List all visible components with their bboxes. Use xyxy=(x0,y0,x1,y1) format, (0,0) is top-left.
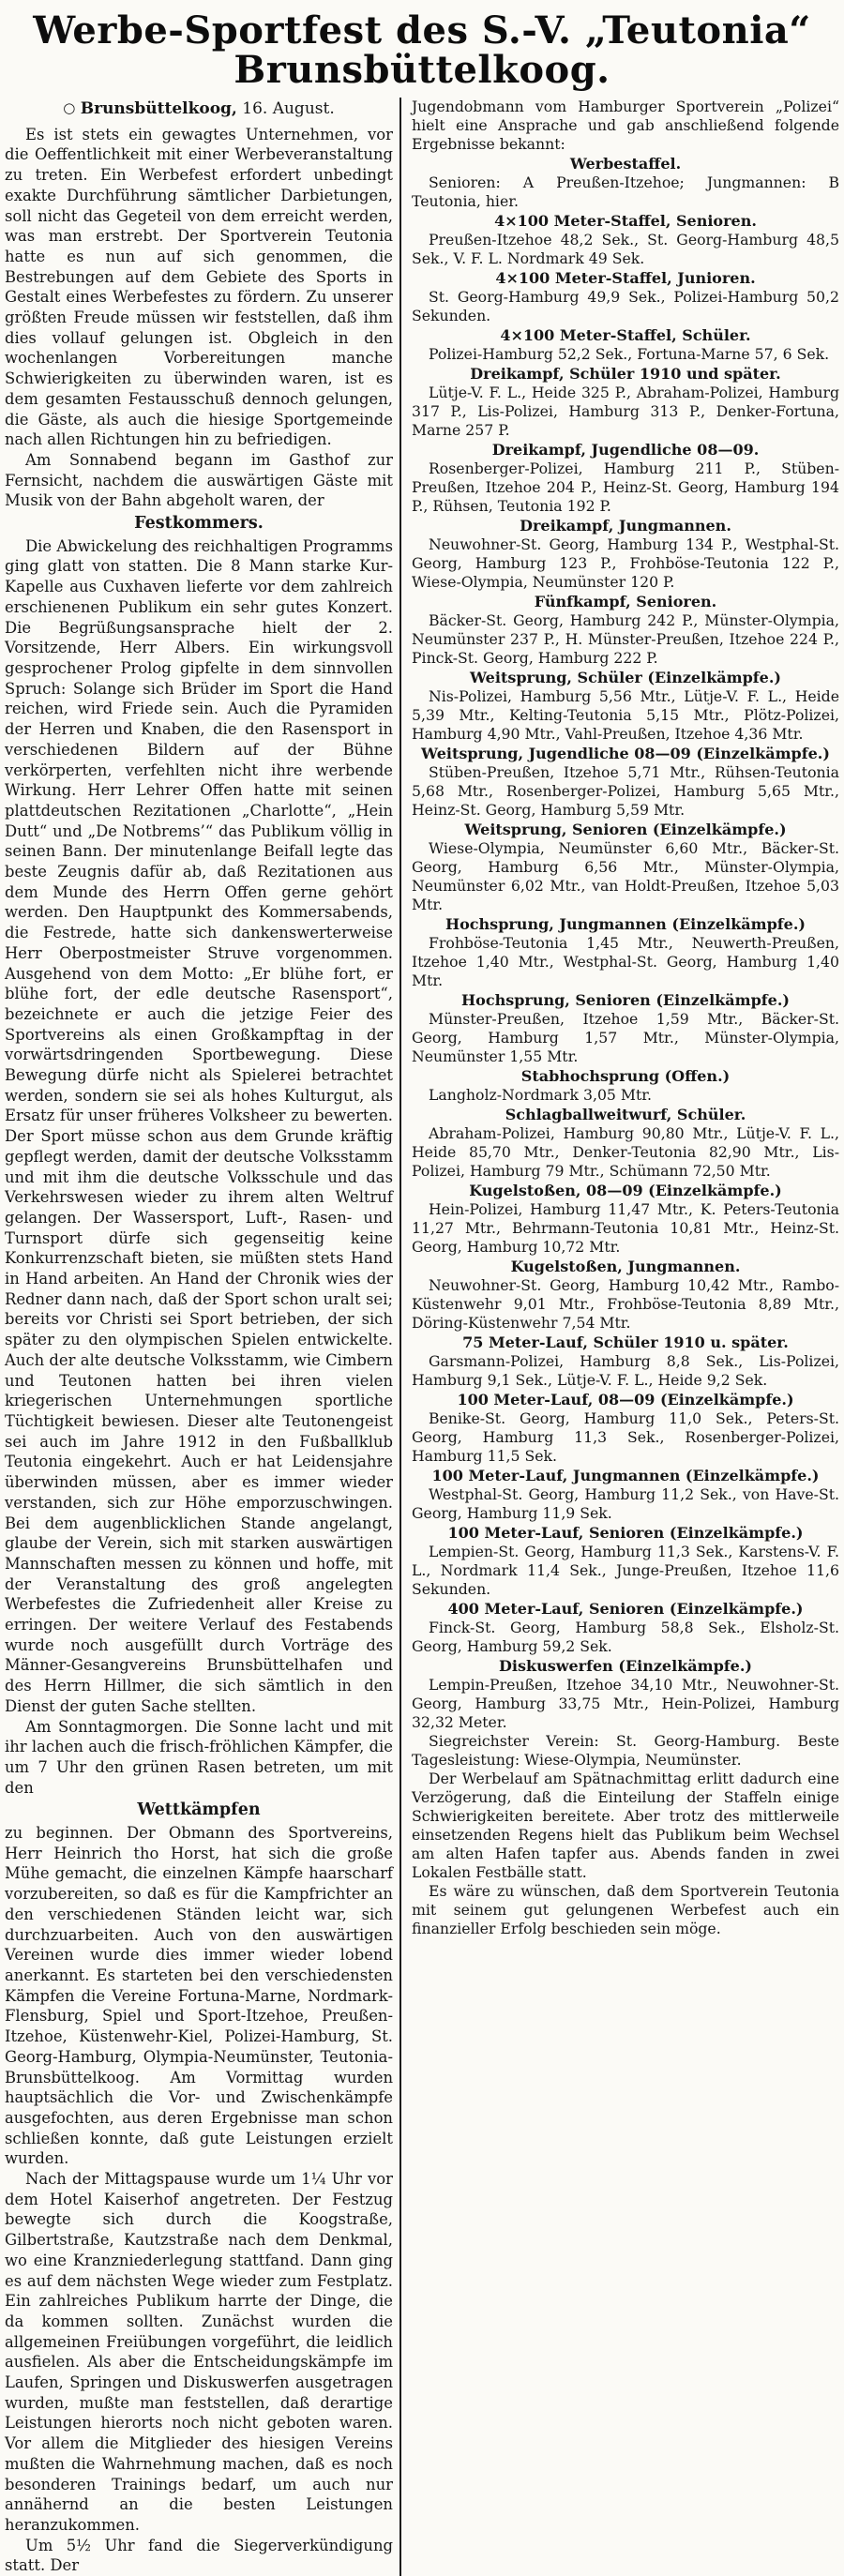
result-body: Benike-St. Georg, Hamburg 11,0 Sek., Peters-St. Georg, Hamburg 11,3 Sek., Rosenberger-Polizei, Hamburg 11,5 Sek. xyxy=(412,1409,839,1465)
closing-paragraph-werbelauf: Der Werbelauf am Spätnachmittag erlitt dadurch eine Verzögerung, daß die Einteilung der Staffeln einige Schwierigkeiten bereitete. Aber trotz des mittlerweile einsetzenden Regens hielt das Publikum beim Wechsel am alten Hafen tapfer aus. Abends fanden in zwei Lokalen Festbälle statt. xyxy=(412,1770,839,1881)
dateline-circle-icon: ○ xyxy=(63,99,76,116)
result-heading: 75 Meter-Lauf, Schüler 1910 u. später. xyxy=(462,1333,789,1351)
article-headline: Werbe-Sportfest des S.-V. „Teutonia“ Brunsbüttelkoog. xyxy=(33,8,811,92)
paragraph-wettkaempfe: zu beginnen. Der Obmann des Sportvereins, Herr Heinrich tho Horst, hat sich die große Mühe gemacht, die einzelnen Kämpfe haarscharf vorzubereiten, so daß es für die Kampfrichter an den verschiedenen Ständen leicht war, sich durchzuarbeiten. Auch von den auswärtigen Vereinen wurde dies immer wieder lobend anerkannt. Es starteten bei den verschiedensten Kämpfen die Vereine Fortuna-Marne, Nordmark-Flensburg, Spiel und Sport-Itzehoe, Preußen-Itzehoe, Küstenwehr-Kiel, Polizei-Hamburg, St. Georg-Hamburg, Olympia-Neumünster, Teutonia-Brunsbüttelkoog. Am Vormittag wurden hauptsächlich die Vor- und Zwischenkämpfe ausgefochten, aus deren Ergebnisse man schon schließen konnte, daß gute Leistungen erzielt wurden. xyxy=(5,1824,393,2168)
result-body: Lütje-V. F. L., Heide 325 P., Abraham-Polizei, Hamburg 317 P., Lis-Polizei, Hamburg 313 P., Denker-Fortuna, Marne 257 P. xyxy=(412,384,839,439)
result-heading: Weitsprung, Jugendliche 08—09 (Einzelkämpfe.) xyxy=(421,745,830,762)
result-heading: Weitsprung, Schüler (Einzelkämpfe.) xyxy=(470,669,781,686)
result-heading: 4×100 Meter-Staffel, Junioren. xyxy=(495,269,756,287)
paragraph-festzug: Nach der Mittagspause wurde um 1¼ Uhr vor dem Hotel Kaiserhof angetreten. Der Festzug bewegte sich durch die Koogstraße, Gilbertstraße, Kautzstraße nach dem Denkmal, wo eine Kranzniederlegung stattfand. Dann ging es auf dem nächsten Wege wieder zum Festplatz. Ein zahlreiches Publikum harrte der Dinge, die da kommen sollten. Zunächst wurden die allgemeinen Freiübungen vorgeführt, die leidlich ausfielen. Als aber die Entscheidungskämpfe im Laufen, Springen und Diskuswerfen ausgetragen wurden, mußte man feststellen, daß derartige Leistungen hierorts noch nicht geboten waren. Vor allem die Mitglieder des hiesigen Vereins mußten die Wahrnehmung machen, daß es noch besonderen Trainings bedarf, um auch nur annähernd an die besten Leistungen heranzukommen. xyxy=(5,2170,393,2534)
result-heading: Stabhochsprung (Offen.) xyxy=(520,1067,731,1085)
paragraph-festkommers: Die Abwickelung des reichhaltigen Programms ging glatt von statten. Die 8 Mann starke Kur-Kapelle aus Cuxhaven lieferte vor dem zahlreich erschienenen Publikum ein sehr gutes Konzert. Die Begrüßungsansprache hielt der 2. Vorsitzende, Herr Albers. Ein wirkungsvoll gesprochener Prolog gipfelte in dem sinnvollen Spruch: Solange sich Brüder im Sport die Hand reichen, wird Friede sein. Auch die Pyramiden der Herren und Knaben, die den Rasensport in verschiedenen Bildern auf der Bühne verkörperten, verfehlten nicht ihre werbende Wirkung. Herr Lehrer Offen hatte mit seinen plattdeutschen Rezitationen „Charlotte“, „Hein Dutt“ und „De Notbrems’“ das Publikum völlig in seinen Bann. Der minutenlange Beifall legte das beste Zeugnis dafür ab, daß Rezitationen aus dem Munde des Herrn Offen gerne gehört werden. Den Hauptpunkt des Kommersabends, die Festrede, hatte sich dankenswerterweise Herr Oberpostmeister Struve vorgenommen. Ausgehend von dem Motto: „Er blühe fort, er blühe fort, der edle deutsche Rasensport“, bezeichnete er auch die jetzige Feier des Sportvereins als einen Großkampftag in der vorwärtsdringenden Sportbewegung. Diese Bewegung dürfe nicht als Spielerei betrachtet werden, sondern sie sei als hohes Kulturgut, als Ersatz für unser früheres Volksheer zu bewerten. Der Sport müsse schon aus dem Grunde kräftig gepflegt werden, damit der deutsche Volksstamm und mit ihm die deutsche Volksschule und das Verkehrswesen wieder zu ihrem alten Weltruf gelangen. Der Wassersport, Luft-, Rasen- und Turnsport dürfe sich gegenseitig keine Konkurrenzschaft bieten, sie müßten stets Hand in Hand arbeiten. An Hand der Chronik wies der Redner dann nach, daß der Sport schon uralt sei; bereits vor Christi sei Sport betrieben, der sich später zu den olympischen Spielen entwickelte. Auch der alte deutsche Volksstamm, wie Cimbern und Teutonen hatten bei ihren vielen kriegerischen Unternehmungen sportliche Tüchtigkeit bewiesen. Dieser alte Teutonengeist sei auch im Jahre 1912 in den Fußballklub Teutonia eingekehrt. Auch er hat Leidensjahre überwinden müssen, aber es immer wieder verstanden, sich zur Höhe emporzuschwingen. Bei dem augenblicklichen Stande angelangt, glaube der Verein, sich mit starken auswärtigen Mannschaften messen zu können und hoffe, mit der Veranstaltung des groß angelegten Werbefestes die Zufriedenheit aller Kreise zu erringen. Der weitere Verlauf des Festabends wurde noch ausgefüllt durch Vorträge des Männer-Gesangvereins Brunsbüttelhafen und des Herrn Hillmer, die sich sämtlich in den Dienst der guten Sache stellten. xyxy=(5,536,393,1715)
result-heading: 4×100 Meter-Staffel, Senioren. xyxy=(494,212,757,230)
result-heading: Hochsprung, Senioren (Einzelkämpfe.) xyxy=(461,991,790,1009)
article-columns xyxy=(0,98,844,2576)
result-body: Stüben-Preußen, Itzehoe 5,71 Mtr., Rühsen-Teutonia 5,68 Mtr., Rosenberger-Polizei, Hamburg 5,65 Mtr., Heinz-St. Georg, Hamburg 5,59 Mtr. xyxy=(412,763,839,819)
result-body: Neuwohner-St. Georg, Hamburg 134 P., Westphal-St. Georg, Hamburg 123 P., Frohböse-Teutonia 122 P., Wiese-Olympia, Neumünster 120 P. xyxy=(412,535,839,591)
result-body: Lempin-Preußen, Itzehoe 34,10 Mtr., Neuwohner-St. Georg, Hamburg 33,75 Mtr., Hein-Polizei, Hamburg 32,32 Meter. xyxy=(412,1676,839,1731)
result-heading: Dreikampf, Schüler 1910 und später. xyxy=(470,365,781,383)
paragraph-siegerverkuendigung: Um 5½ Uhr fand die Siegerverkündigung statt. Der xyxy=(5,2536,393,2575)
result-heading: 400 Meter-Lauf, Senioren (Einzelkämpfe.) xyxy=(447,1600,804,1618)
result-heading: 100 Meter-Lauf, Jungmannen (Einzelkämpfe.) xyxy=(431,1467,820,1484)
result-heading: Schlagballweitwurf, Schüler. xyxy=(505,1106,746,1123)
result-heading: 100 Meter-Lauf, 08—09 (Einzelkämpfe.) xyxy=(457,1391,794,1409)
subheading-festkommers: Festkommers. xyxy=(134,514,264,534)
result-heading: 4×100 Meter-Staffel, Schüler. xyxy=(500,326,751,344)
result-heading: Werbestaffel. xyxy=(569,155,682,173)
result-heading: Weitsprung, Senioren (Einzelkämpfe.) xyxy=(464,821,787,838)
result-body: Frohböse-Teutonia 1,45 Mtr., Neuwerth-Preußen, Itzehoe 1,40 Mtr., Westphal-St. Georg, Hamburg 1,40 Mtr. xyxy=(412,934,839,989)
result-heading: Dreikampf, Jungmannen. xyxy=(520,517,731,535)
result-body: Lempien-St. Georg, Hamburg 11,3 Sek., Karstens-V. F. L., Nordmark 11,4 Sek., Junge-Preußen, Itzehoe 11,6 Sekunden. xyxy=(412,1543,839,1598)
result-body: St. Georg-Hamburg 49,9 Sek., Polizei-Hamburg 50,2 Sekunden. xyxy=(412,288,839,324)
result-heading: Hochsprung, Jungmannen (Einzelkämpfe.) xyxy=(445,915,806,933)
result-body: Nis-Polizei, Hamburg 5,56 Mtr., Lütje-V. F. L., Heide 5,39 Mtr., Kelting-Teutonia 5,15 Mtr., Plötz-Polizei, Hamburg 4,90 Mtr., Vahl-Preußen, Itzehoe 4,36 Mtr. xyxy=(412,687,839,743)
dateline-date: 16. August. xyxy=(242,99,335,118)
right-column xyxy=(401,98,844,2576)
subheading-wettkaempfen: Wettkämpfen xyxy=(137,1800,261,1820)
result-body: Finck-St. Georg, Hamburg 58,8 Sek., Elsholz-St. Georg, Hamburg 59,2 Sek. xyxy=(412,1619,839,1655)
result-body: Langholz-Nordmark 3,05 Mtr. xyxy=(429,1086,653,1104)
result-body: Westphal-St. Georg, Hamburg 11,2 Sek., von Have-St. Georg, Hamburg 11,9 Sek. xyxy=(412,1485,839,1522)
result-body: Polizei-Hamburg 52,2 Sek., Fortuna-Marne 57, 6 Sek. xyxy=(429,345,830,363)
result-heading: Kugelstoßen, 08—09 (Einzelkämpfe.) xyxy=(469,1182,782,1199)
dateline xyxy=(5,99,393,120)
closing-paragraph-winners: Siegreichster Verein: St. Georg-Hamburg. Beste Tagesleistung: Wiese-Olympia, Neumünster. xyxy=(412,1732,839,1769)
result-heading: Fünfkampf, Senioren. xyxy=(534,593,717,610)
result-body: Münster-Preußen, Itzehoe 1,59 Mtr., Bäcker-St. Georg, Hamburg 1,57 Mtr., Münster-Olympia, Neumünster 1,55 Mtr. xyxy=(412,1010,839,1065)
result-heading: Dreikampf, Jugendliche 08—09. xyxy=(491,441,760,459)
left-column xyxy=(0,98,399,2576)
result-heading: 100 Meter-Lauf, Senioren (Einzelkämpfe.) xyxy=(447,1524,804,1542)
result-heading: Kugelstoßen, Jungmannen. xyxy=(510,1258,741,1275)
result-body: Neuwohner-St. Georg, Hamburg 10,42 Mtr., Rambo-Küstenwehr 9,01 Mtr., Frohböse-Teutonia 8,89 Mtr., Döring-Küstenwehr 7,54 Mtr. xyxy=(412,1276,839,1332)
result-body: Rosenberger-Polizei, Hamburg 211 P., Stüben-Preußen, Itzehoe 204 P., Heinz-St. Georg, Hamburg 194 P., Rühsen, Teutonia 192 P. xyxy=(412,459,839,515)
paragraph-sonntagmorgen: Am Sonntagmorgen. Die Sonne lacht und mit ihr lachen auch die frisch-fröhlichen Kämpfer, die um 7 Uhr den grünen Rasen betreten, um mit den xyxy=(5,1717,393,1797)
paragraph-intro: Es ist stets ein gewagtes Unternehmen, vor die Oeffentlichkeit mit einer Werbeveranstaltung zu treten. Ein Werbefest erfordert unbedingt exakte Durchführung sämtlicher Darbietungen, soll nicht das Gegeteil von dem erreicht werden, was man erstrebt. Der Sportverein Teutonia hatte es nun auf sich genommen, die Bestrebungen auf dem Gebiete des Sports in Gestalt eines Werbefestes zu fördern. Zu unserer größten Freude müssen wir feststellen, daß ihm dies vollauf gelungen ist. Obgleich in den wochenlangen Vorbereitungen manche Schwierigkeiten zu überwinden waren, ist es dem gesamten Festausschuß dennoch gelungen, die Gäste, als auch die hiesige Sportgemeinde nach allen Richtungen hin zu befriedigen. xyxy=(5,125,393,449)
result-body: Bäcker-St. Georg, Hamburg 242 P., Münster-Olympia, Neumünster 237 P., H. Münster-Preußen, Itzehoe 224 P., Pinck-St. Georg, Hamburg 222 P. xyxy=(412,611,839,667)
closing-paragraph-wish: Es wäre zu wünschen, daß dem Sportverein Teutonia mit seinem gut gelungenen Werbefest auch ein finanzieller Erfolg beschieden sein möge. xyxy=(412,1882,839,1937)
paragraph-sonnabend: Am Sonnabend begann im Gasthof zur Fernsicht, nachdem die auswärtigen Gäste mit Musik von der Bahn abgeholt waren, der xyxy=(5,450,393,510)
result-heading: Diskuswerfen (Einzelkämpfe.) xyxy=(499,1657,752,1675)
result-body: Abraham-Polizei, Hamburg 90,80 Mtr., Lütje-V. F. L., Heide 85,70 Mtr., Denker-Teutonia 82,90 Mtr., Lis-Polizei, Hamburg 79 Mtr., Schümann 72,50 Mtr. xyxy=(412,1124,839,1180)
result-body: Garsmann-Polizei, Hamburg 8,8 Sek., Lis-Polizei, Hamburg 9,1 Sek., Lütje-V. F. L., Heide 9,2 Sek. xyxy=(412,1352,839,1389)
result-body: Hein-Polizei, Hamburg 11,47 Mtr., K. Peters-Teutonia 11,27 Mtr., Behrmann-Teutonia 10,81 Mtr., Heinz-St. Georg, Hamburg 10,72 Mtr. xyxy=(412,1200,839,1256)
result-body: Senioren: A Preußen-Itzehoe; Jungmannen: B Teutonia, hier. xyxy=(412,173,839,210)
dateline-place: Brunsbüttelkoog, xyxy=(80,99,237,118)
result-body: Wiese-Olympia, Neumünster 6,60 Mtr., Bäcker-St. Georg, Hamburg 6,56 Mtr., Münster-Olympia, Neumünster 6,02 Mtr., van Holdt-Preußen, Itzehoe 5,03 Mtr. xyxy=(412,839,839,913)
result-body: Preußen-Itzehoe 48,2 Sek., St. Georg-Hamburg 48,5 Sek., V. F. L. Nordmark 49 Sek. xyxy=(412,231,839,267)
results-intro: Jugendobmann vom Hamburger Sportverein „Polizei“ hielt eine Ansprache und gab anschließend folgende Ergebnisse bekannt: xyxy=(412,98,839,153)
